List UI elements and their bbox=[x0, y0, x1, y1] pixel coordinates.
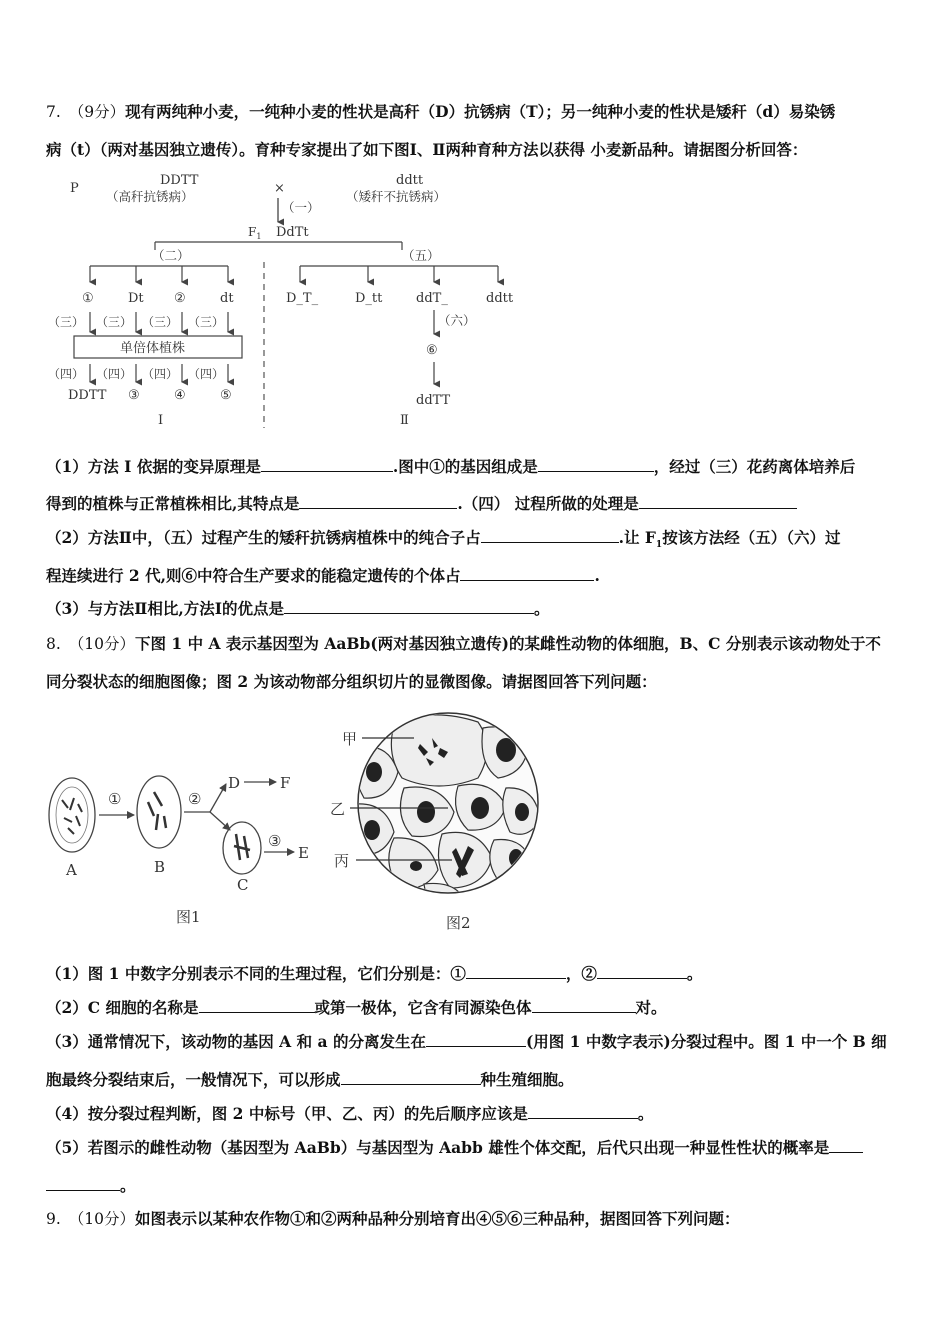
step3-label-2: （三） bbox=[96, 315, 133, 329]
q7-answer-blank-6[interactable] bbox=[460, 566, 594, 581]
item-6: ⑥ bbox=[426, 343, 438, 358]
q7-points: （9分） bbox=[68, 103, 126, 121]
q8-sub5-line1: （5）若图示的雌性动物（基因型为 AaBb）与基因型为 Aabb 雄性个体交配，后代只出现一种显性性状的概率是 bbox=[46, 1138, 863, 1158]
q7-answer-blank-2[interactable] bbox=[538, 457, 654, 472]
cell-b bbox=[137, 776, 181, 848]
step3-label-3: （三） bbox=[142, 315, 179, 329]
step5-label: （五） bbox=[402, 248, 440, 263]
q7-line-2: 病（t）（两对基因独立遗传）。育种专家提出了如下图Ⅰ、Ⅱ两种育种方法以获得 小麦新品种。请据图分析回答： bbox=[46, 140, 808, 159]
q8-answer-blank-2[interactable] bbox=[597, 964, 687, 979]
p-label: P bbox=[70, 181, 79, 196]
q7-answer-blank-7[interactable] bbox=[284, 599, 534, 614]
step3-label-1: （三） bbox=[48, 315, 85, 329]
q7-sub2-line1: （2）方法Ⅱ中，（五）过程产生的矮秆抗锈病植株中的纯合子占 .让 $F_1$按该方法经（五）（六）过 bbox=[46, 528, 841, 551]
q7-sub1-line2: 得到的植株与正常植株相比,其特点是 .（四） 过程所做的处理是 bbox=[46, 494, 797, 514]
parent2-genotype: ddtt bbox=[396, 173, 424, 188]
method-2-label: Ⅱ bbox=[400, 413, 409, 428]
left-row-item-4: dt bbox=[220, 291, 234, 306]
q7-answer-blank-3[interactable] bbox=[299, 494, 457, 509]
q7-answer-blank-4[interactable] bbox=[639, 494, 797, 509]
d-label: D bbox=[228, 774, 241, 792]
q8-answer-blank-5[interactable] bbox=[426, 1032, 526, 1047]
left-row-item-3: ② bbox=[174, 291, 186, 306]
q8-answer-blank-8a[interactable] bbox=[829, 1138, 863, 1153]
cell-c-label: C bbox=[237, 876, 249, 894]
ddTT-label: ddTT bbox=[416, 393, 451, 408]
q8-sub3-line2: 胞最终分裂结束后，一般情况下，可以形成 种生殖细胞。 bbox=[46, 1070, 574, 1089]
left-row-item-2: Dt bbox=[128, 291, 144, 306]
q7-sub2-line2: 程连续进行 2 代,则⑥中符合生产要求的能稳定遗传的个体占 . bbox=[46, 566, 600, 585]
q8-answer-blank-4[interactable] bbox=[532, 998, 636, 1013]
right-row-item-2: D_tt bbox=[355, 291, 383, 306]
step-1-label: ① bbox=[108, 790, 122, 808]
q7-sub1-line1: （1）方法 I 依据的变异原理是 .图中①的基因组成是 ，经过（三）花药离体培养后 bbox=[46, 457, 856, 476]
cell-a-label: A bbox=[66, 861, 77, 879]
left-bottom-item-4: ⑤ bbox=[220, 388, 232, 403]
haploid-box-label: 单倍体植株 bbox=[120, 341, 186, 356]
f1-label: $F_1$ bbox=[248, 225, 262, 241]
label-bing: 丙 bbox=[334, 852, 350, 870]
q8-text-1: 下图 1 中 A 表示基因型为 AaBb(两对基因独立遗传)的某雌性动物的体细胞，B、C 分别表示该动物处于不 bbox=[135, 634, 881, 653]
figure-1-cell-division bbox=[44, 760, 314, 930]
figure-2-micrograph bbox=[328, 708, 548, 934]
right-row-item-4: ddtt bbox=[486, 291, 514, 306]
q9-number: 9. bbox=[46, 1210, 61, 1228]
q9-text-1: 如图表示以某种农作物①和②两种品种分别培育出④⑤⑥三种品种，据图回答下列问题： bbox=[135, 1209, 740, 1228]
left-bottom-item-1: DDTT bbox=[68, 388, 107, 403]
e-label: E bbox=[298, 844, 309, 862]
step4-label-2: （四） bbox=[96, 367, 133, 381]
q7-answer-blank-5[interactable] bbox=[481, 528, 619, 543]
right-row-item-3: ddT_ bbox=[416, 291, 448, 306]
left-row-item-1: ① bbox=[82, 291, 94, 306]
q7-answer-blank-1[interactable] bbox=[261, 457, 393, 472]
step4-label-1: （四） bbox=[48, 367, 85, 381]
figure-2-caption: 图2 bbox=[446, 914, 471, 932]
cell-b-label: B bbox=[154, 858, 166, 876]
step6-label: （六） bbox=[438, 313, 476, 328]
q9-points: （10分） bbox=[68, 1210, 136, 1228]
parent2-trait: （矮秆不抗锈病） bbox=[346, 189, 447, 204]
step-2-label: ② bbox=[188, 790, 202, 808]
q7-sub3: （3）与方法Ⅱ相比,方法Ⅰ的优点是 。 bbox=[46, 599, 550, 618]
q8-line-1 bbox=[46, 634, 881, 654]
step-3-label: ③ bbox=[268, 832, 282, 850]
q8-line-2: 同分裂状态的细胞图像；图 2 为该动物部分组织切片的显微图像。请据图回答下列问题： bbox=[46, 672, 657, 691]
q7-text-1: 现有两纯种小麦，一纯种小麦的性状是高秆（D）抗锈病（T）；另一纯种小麦的性状是矮秆（d）易染锈 bbox=[125, 102, 836, 121]
q8-sub3-line1: （3）通常情况下，该动物的基因 A 和 a 的分离发生在 (用图 1 中数字表示)分裂过程中。图 1 中一个 B 细 bbox=[46, 1032, 887, 1051]
left-bottom-item-2: ③ bbox=[128, 388, 140, 403]
q8-answer-blank-1[interactable] bbox=[466, 964, 566, 979]
q8-answer-blank-3[interactable] bbox=[199, 998, 315, 1013]
label-yi: 乙 bbox=[330, 800, 346, 818]
breeding-diagram bbox=[48, 170, 514, 432]
q7-line-1 bbox=[46, 102, 835, 122]
q8-sub4: （4）按分裂过程判断，图 2 中标号（甲、乙、丙）的先后顺序应该是 。 bbox=[46, 1104, 654, 1123]
figure-1-caption: 图1 bbox=[176, 908, 201, 926]
f-label: F bbox=[280, 774, 291, 792]
parent1-genotype: DDTT bbox=[160, 173, 199, 188]
q8-number: 8. bbox=[46, 635, 61, 653]
q8-sub5-line2: 。 bbox=[46, 1176, 136, 1196]
q8-answer-blank-8b[interactable] bbox=[46, 1176, 120, 1191]
q8-answer-blank-7[interactable] bbox=[528, 1104, 638, 1119]
f1-genotype: DdTt bbox=[276, 225, 309, 240]
method-1-label: Ⅰ bbox=[158, 413, 164, 428]
step1-label: （一） bbox=[282, 200, 320, 215]
q8-points: （10分） bbox=[68, 635, 136, 653]
q8-sub1: （1）图 1 中数字分别表示不同的生理过程，它们分别是：① ，② 。 bbox=[46, 964, 703, 983]
step4-label-4: （四） bbox=[188, 367, 225, 381]
right-row-item-1: D_T_ bbox=[286, 291, 319, 306]
parent1-trait: （高秆抗锈病） bbox=[106, 189, 194, 204]
step4-label-3: （四） bbox=[142, 367, 179, 381]
label-jia: 甲 bbox=[342, 730, 358, 748]
q8-sub2: （2）C 细胞的名称是 或第一极体，它含有同源染色体 对。 bbox=[46, 998, 667, 1017]
step2-label: （二） bbox=[152, 248, 190, 263]
cross-symbol: × bbox=[274, 181, 285, 196]
step3-label-4: （三） bbox=[188, 315, 225, 329]
left-bottom-item-3: ④ bbox=[174, 388, 186, 403]
q8-answer-blank-6[interactable] bbox=[341, 1070, 481, 1085]
q9-line-1 bbox=[46, 1209, 740, 1229]
q7-number: 7. bbox=[46, 103, 61, 121]
